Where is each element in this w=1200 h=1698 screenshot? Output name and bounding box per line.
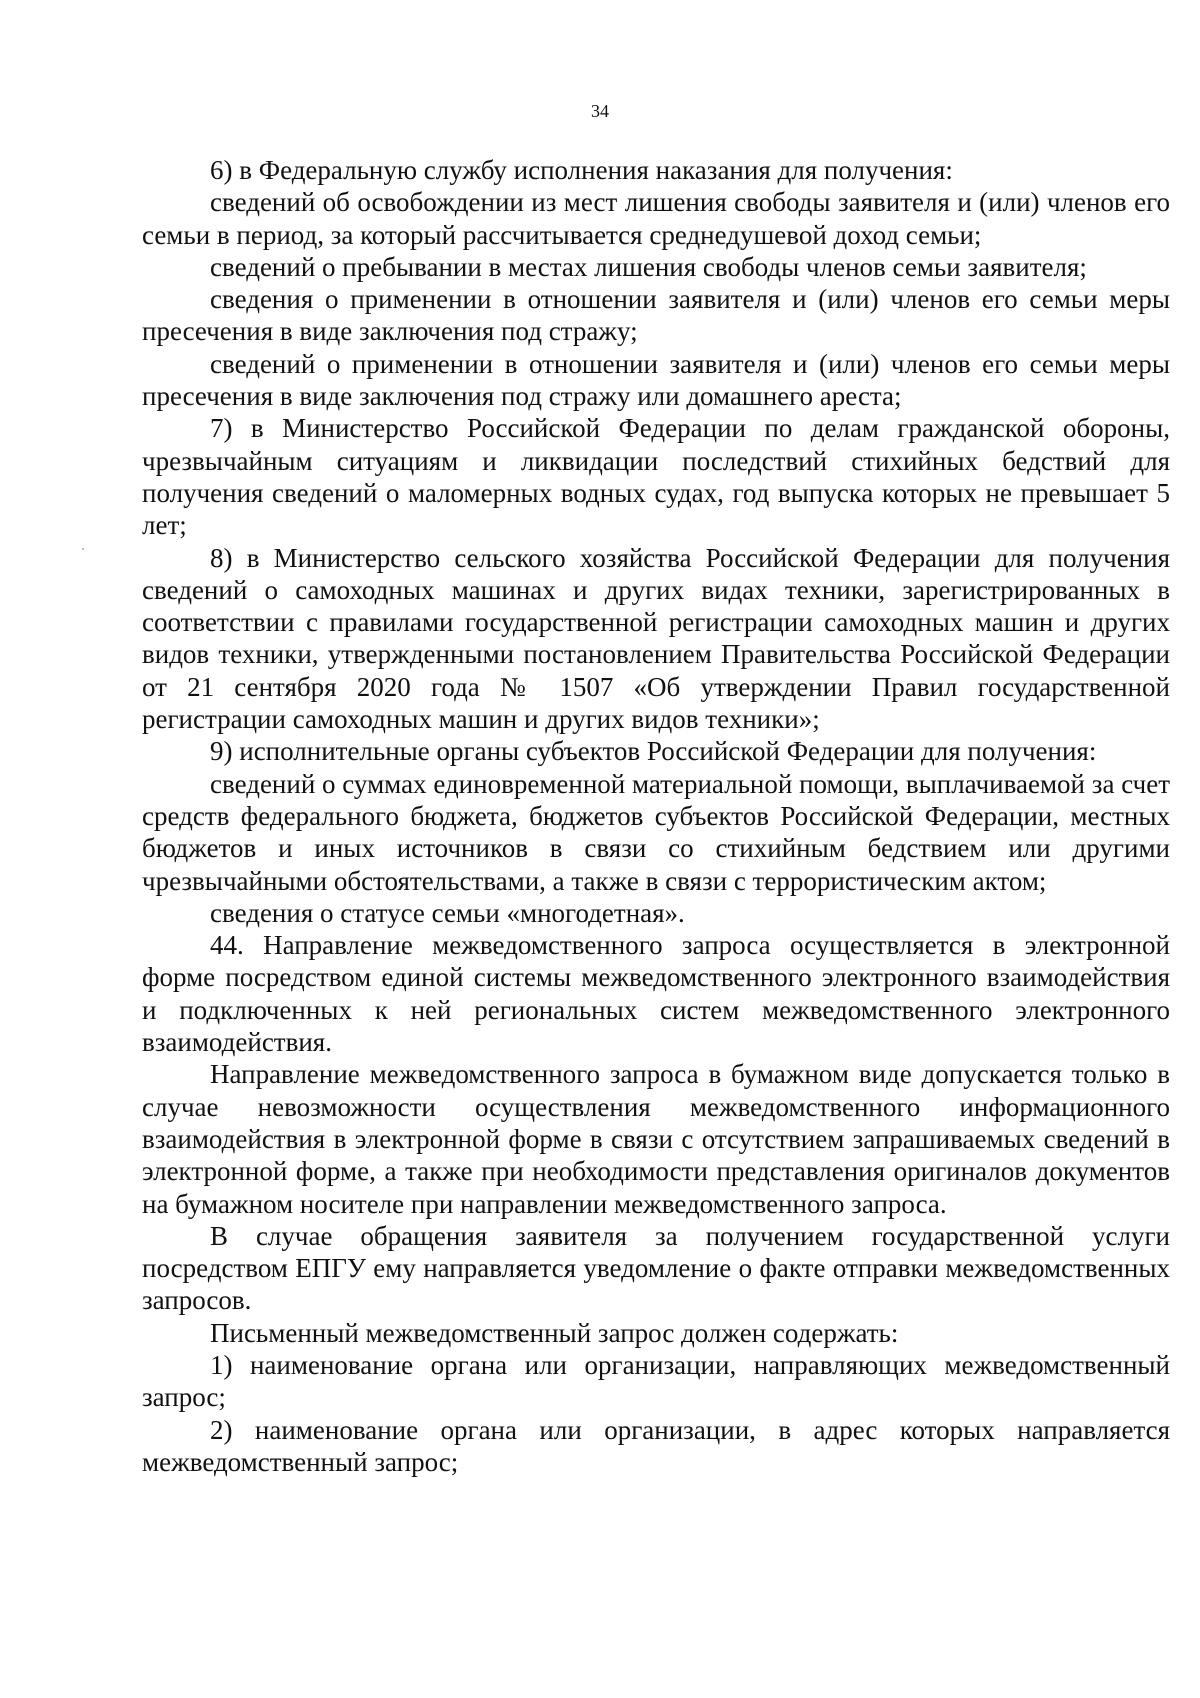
paragraph-large-family-status: сведения о статусе семьи «многодетная». <box>210 897 685 928</box>
paragraph-7-mchs: 7) в Министерство Российской Федерации по делам гражданской обороны, чрезвычайным ситуациям и ликвидации последствий стихийных бедствий для получения сведений о маломерных водных судах, год выпуска которых не превышает 5 лет; <box>142 413 1170 541</box>
paragraph-release-info: сведений об освобождении из мест лишения свободы заявителя и (или) членов его семьи в период, за который рассчитывается среднедушевой доход семьи; <box>142 187 1170 250</box>
paragraph-epgu-notification: В случае обращения заявителя за получением государственной услуги посредством ЕПГУ ему направляется уведомление о факте отправки межведомственных запросов. <box>142 1220 1170 1316</box>
paragraph-9-executive-bodies: 9) исполнительные органы субъектов Российской Федерации для получения: <box>210 736 1097 767</box>
paragraph-request-contents: Письменный межведомственный запрос должен содержать: <box>210 1317 899 1348</box>
paragraph-item-1: 1) наименование органа или организации, направляющих межведомственный запрос; <box>142 1349 1170 1413</box>
paragraph-8-agriculture: 8) в Министерство сельского хозяйства Российской Федерации для получения сведений о самоходных машинах и других видах техники, зарегистрированных в соответствии с правилами государственной регистрации самоходных машин и других видов техники, утвержденными постановлением Правительства Российской Федерации от 21 сентября 2020 года № 1507 «Об утверждении Правил государственной регистрации самоходных машин и других видов техники»; <box>142 542 1170 735</box>
paragraph-44-electronic-request: 44. Направление межведомственного запроса осуществляется в электронной форме посредством единой системы межведомственного электронного взаимодействия и подключенных к ней региональных систем межведомственного электронного взаимодействия. <box>142 930 1170 1058</box>
scan-artifact <box>82 548 84 550</box>
paragraph-material-aid: сведений о суммах единовременной материальной помощи, выплачиваемой за счет средств федерального бюджета, бюджетов субъектов Российской Федерации, местных бюджетов и иных источников в связи со стихийным бедствием или другими чрезвычайными обстоятельствами, а также в связи с террористическим актом; <box>142 768 1170 896</box>
paragraph-custody-or-house-arrest: сведений о применении в отношении заявителя и (или) членов его семьи меры пресечения в виде заключения под стражу или домашнего ареста; <box>142 348 1170 412</box>
paragraph-6-fsin: 6) в Федеральную службу исполнения наказания для получения: <box>210 155 953 185</box>
paragraph-custody-measure: сведения о применении в отношении заявителя и (или) членов его семьи меры пресечения в виде заключения под стражу; <box>142 284 1170 347</box>
document-body <box>142 154 1170 1478</box>
paragraph-imprisonment-info: сведений о пребывании в местах лишения свободы членов семьи заявителя; <box>210 251 1087 282</box>
page-number: 34 <box>591 101 609 121</box>
paragraph-item-2: 2) наименование органа или организации, в адрес которых направляется межведомственный запрос; <box>142 1414 1170 1477</box>
paragraph-paper-request: Направление межведомственного запроса в бумажном виде допускается только в случае невозможности осуществления межведомственного информационного взаимодействия в электронной форме в связи с отсутствием запрашиваемых сведений в электронной форме, а также при необходимости представления оригиналов документов на бумажном носителе при направлении межведомственного запроса. <box>142 1059 1170 1219</box>
